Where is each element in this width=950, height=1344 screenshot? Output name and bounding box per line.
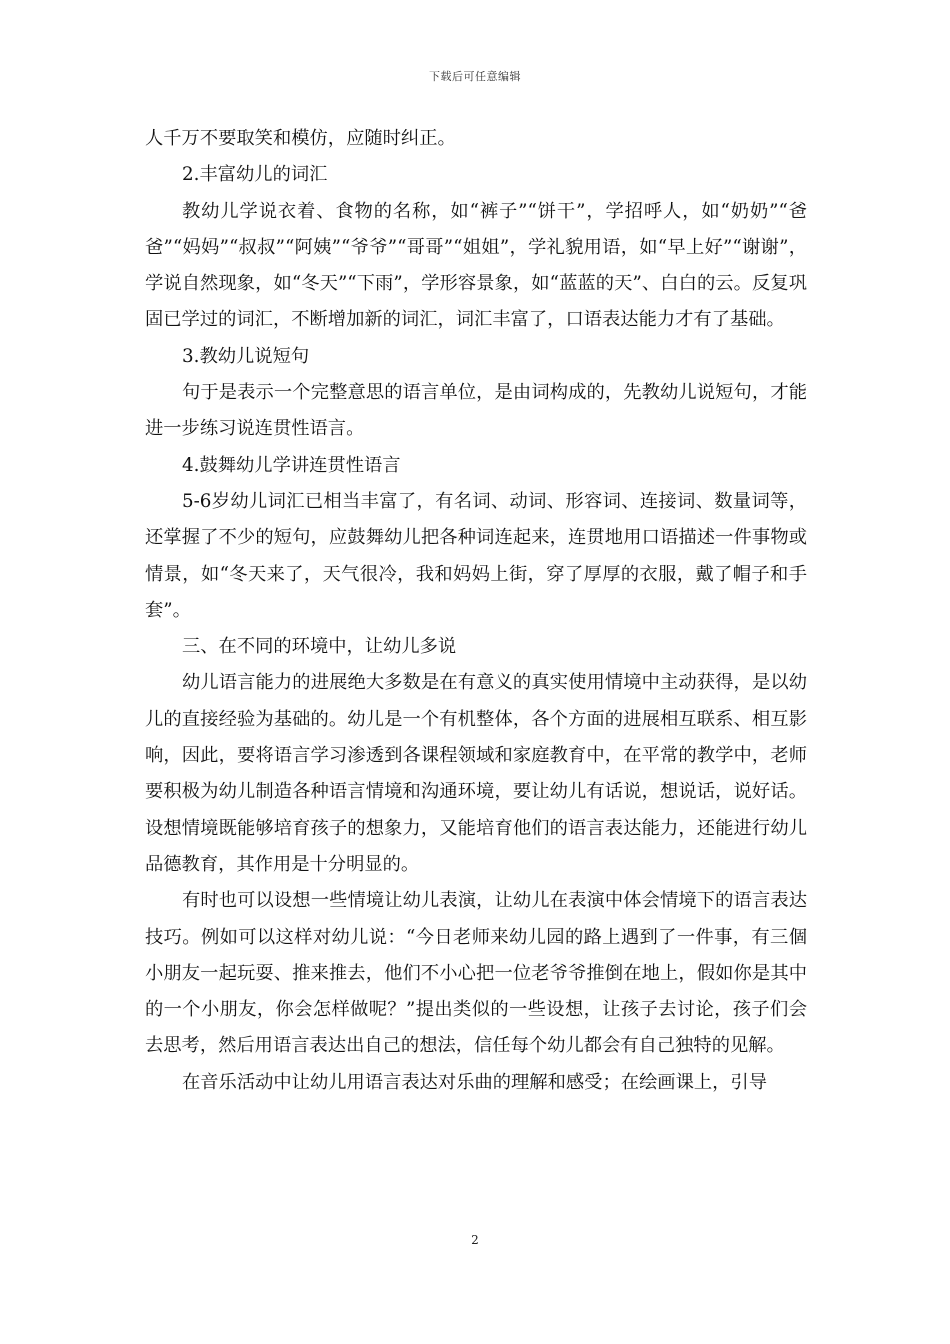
paragraph: 在音乐活动中让幼儿用语言表达对乐曲的理解和感受；在绘画课上，引导 — [182, 1071, 767, 1093]
paragraph: 句于是表示一个完整意思的语言单位，是由词构成的，先教幼儿说短句，才能进一步练习说连贯性语言。 — [145, 382, 807, 440]
paragraph: 幼儿语言能力的进展绝大多数是在有意义的真实使用情境中主动获得，是以幼儿的直接经验为基础的。幼儿是一个有机整体，各个方面的进展相互联系、相互影响，因此，要将语言学习渗透到各课程领域和家庭教育中，在平常的教学中，老师要积极为幼儿制造各种语言情境和沟通环境，要让幼儿有话说，想说话，说好话。设想情境既能够培育孩子的想象力，又能培育他们的语言表达能力，还能进行幼儿品德教育，其作用是十分明显的。 — [145, 672, 807, 875]
paragraph: 有时也可以设想一些情境让幼儿表演，让幼儿在表演中体会情境下的语言表达技巧。例如可以这样对幼儿说：“今日老师来幼儿园的路上遇到了一件事，有三個小朋友一起玩耍、推来推去，他们不小心把一位老爷爷推倒在地上，假如你是其中的一个小朋友，你会怎样做呢？”提出类似的一些设想，让孩子去讨论，孩子们会去思考，然后用语言表达出自己的想法，信任每个幼儿都会有自己独特的见解。 — [145, 890, 807, 1057]
section-heading: 三、在不同的环境中，让幼儿多说 — [182, 636, 457, 658]
paragraph: 教幼儿学说衣着、食物的名称，如“裤子”“饼干”，学招呼人，如“奶奶”“爸爸”“妈妈”“叔叔”“阿姨”“爷爷”“哥哥”“姐姐”，学礼貌用语，如“早上好”“谢谢”，学说自然现象，如“冬天”“下雨”，学形容景象，如“蓝蓝的天”、白白的云。反复巩固已学过的词汇，不断增加新的词汇，词汇丰富了，口语表达能力才有了基础。 — [145, 200, 807, 331]
section-heading: 3.教幼儿说短句 — [182, 345, 310, 367]
section-heading: 4.鼓舞幼儿学讲连贯性语言 — [182, 454, 401, 476]
paragraph: 5-6岁幼儿词汇已相当丰富了，有名词、动词、形容词、连接词、数量词等，还掌握了不少的短句，应鼓舞幼儿把各种词连起来，连贯地用口语描述一件事物或情景，如“冬天来了，天气很冷，我和妈妈上街，穿了厚厚的衣服，戴了帽子和手套”。 — [145, 490, 807, 621]
body-text — [145, 121, 807, 1101]
page-number: 2 — [471, 1233, 479, 1247]
page-header: 下载后可任意编辑 — [429, 70, 521, 83]
section-heading: 2.丰富幼儿的词汇 — [182, 164, 328, 186]
paragraph: 人千万不要取笑和模仿，应随时纠正。 — [145, 128, 456, 149]
